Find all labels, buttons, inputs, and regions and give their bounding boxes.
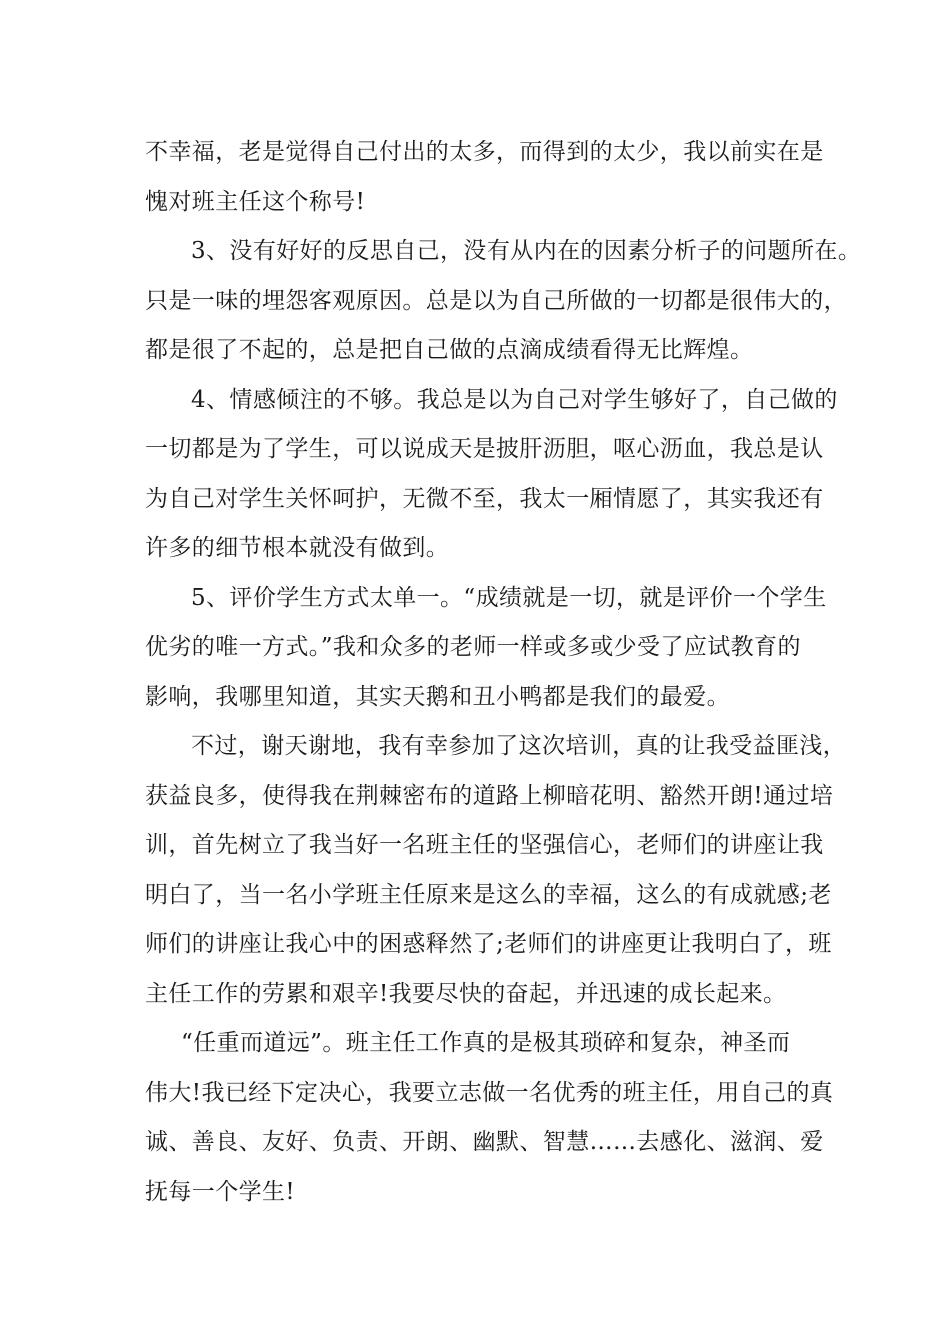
paragraph-item-4 xyxy=(145,376,838,574)
text-line: 明白了，当一名小学班主任原来是这么的幸福，这么的有成就感;老 xyxy=(145,881,832,908)
text-line: 都是很了不起的，总是把自己做的点滴成绩看得无比辉煌。 xyxy=(145,337,754,363)
text-line: 愧对班主任这个称号! xyxy=(145,188,366,215)
document-body xyxy=(145,128,862,1217)
text-line: 师们的讲座让我心中的困惑释然了;老师们的讲座更让我明白了，班 xyxy=(145,931,832,957)
text-line: “任重而道远”。班主任工作真的是极其琐碎和复杂，神圣而 xyxy=(181,1030,791,1056)
text-line: 影响，我哪里知道，其实天鹅和丑小鸭都是我们的最爱。 xyxy=(145,683,730,710)
text-line: 诚、善良、友好、负责、开朗、幽默、智慧……去感化、滋润、爱 xyxy=(145,1129,824,1155)
paragraph-training xyxy=(145,722,847,1019)
text-line: 优劣的唯一方式。”我和众多的老师一样或多或少受了应试教育的 xyxy=(145,634,801,660)
text-line: 主任工作的劳累和艰辛!我要尽快的奋起，并迅速的成长起来。 xyxy=(145,980,787,1007)
text-line: 5、评价学生方式太单一。“成绩就是一切，就是评价一个学生 xyxy=(191,584,827,611)
text-line: 一切都是为了学生，可以说成天是披肝沥胆，呕心沥血，我总是认 xyxy=(145,436,824,462)
text-line: 训，首先树立了我当好一名班主任的坚强信心，老师们的讲座让我 xyxy=(145,832,824,858)
text-line: 3、没有好好的反思自己，没有从内在的因素分析子的问题所在。 xyxy=(191,238,862,264)
paragraph-item-5 xyxy=(145,574,827,723)
text-line: 获益良多，使得我在荆棘密布的道路上柳暗花明、豁然开朗!通过培 xyxy=(145,782,834,809)
text-line: 为自己对学生关怀呵护，无微不至，我太一厢情愿了，其实我还有 xyxy=(145,485,824,512)
text-line: 不幸福，老是觉得自己付出的太多，而得到的太少，我以前实在是 xyxy=(145,139,824,165)
text-line: 不过，谢天谢地，我有幸参加了这次培训，真的让我受益匪浅， xyxy=(191,733,847,759)
text-line: 抚每一个学生! xyxy=(145,1178,296,1205)
paragraph-conclusion xyxy=(145,1019,834,1217)
paragraph-item-3 xyxy=(145,227,862,376)
text-line: 许多的细节根本就没有做到。 xyxy=(145,535,450,561)
text-line: 4、情感倾注的不够。我总是以为自己对学生够好了，自己做的 xyxy=(191,386,838,413)
text-line: 只是一味的埋怨客观原因。总是以为自己所做的一切都是很伟大的， xyxy=(145,287,847,314)
paragraph-continuation xyxy=(145,128,824,227)
text-line: 伟大!我已经下定决心，我要立志做一名优秀的班主任，用自己的真 xyxy=(145,1079,834,1106)
